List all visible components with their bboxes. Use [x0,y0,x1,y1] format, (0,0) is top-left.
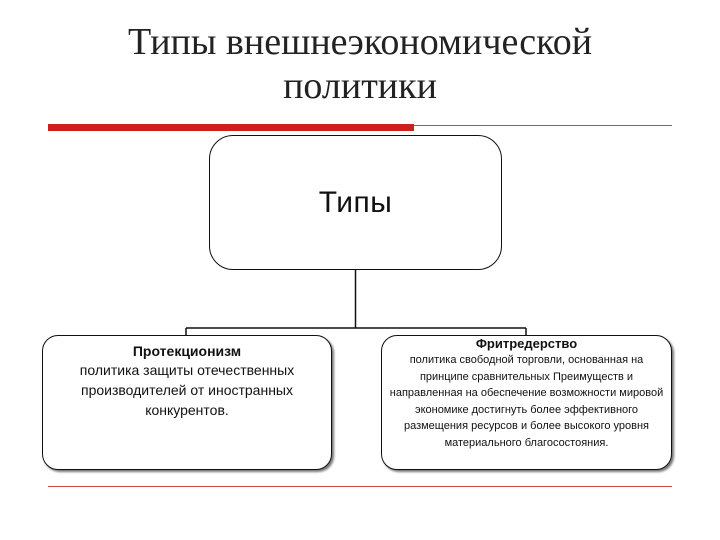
root-node-label: Типы [318,185,393,219]
protectionism-heading: Протекционизм [132,343,242,359]
protectionism-description: политика защиты отечественных производителей от иностранных конкурентов. [79,362,295,418]
free-trade-heading: Фритредерство [475,336,578,351]
free-trade-node [381,335,672,470]
footer-divider-line [48,486,672,487]
slide-title-line-2: политики [283,65,437,107]
slide-title-line-1: Типы внешнеэкономической [127,21,593,63]
root-node [209,135,502,270]
protectionism-node [42,335,332,470]
free-trade-description: политика свободной торговли, основанная на принципе сравнительных Преимуществ и направленная на обеспечение возможности мировой экономике достигнуть более эффективного размещения ресурсов и более высокого уровня материального благосостояния. [389,354,664,449]
